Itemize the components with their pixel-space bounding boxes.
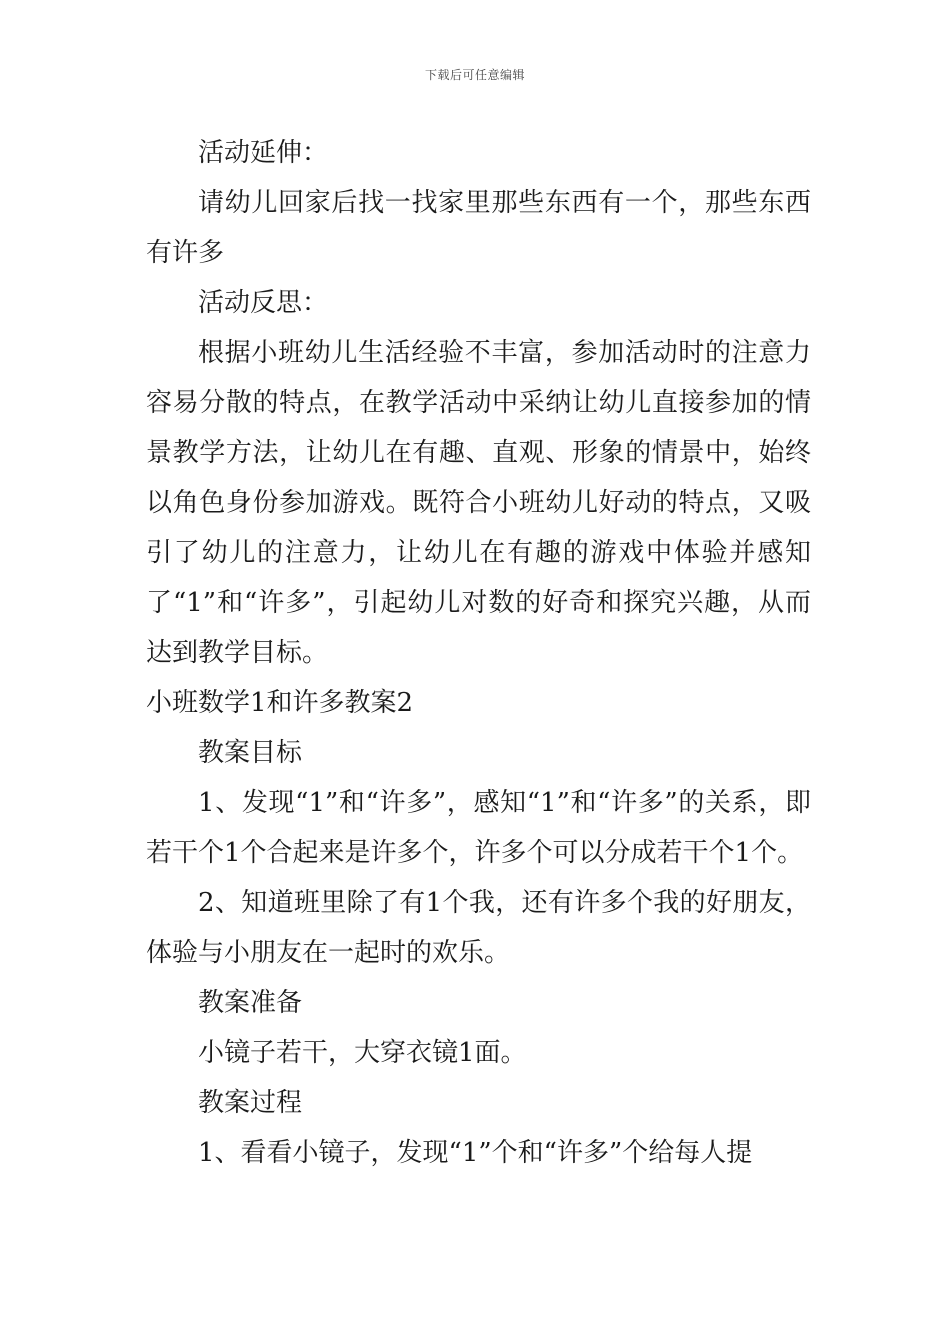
- lesson-plan-title: 小班数学1和许多教案2: [146, 688, 414, 718]
- section-heading-activity-extension: 活动延伸：: [198, 138, 329, 168]
- section-heading-activity-reflection: 活动反思：: [198, 288, 329, 318]
- paragraph-preparation: 小镜子若干，大穿衣镜1面。: [198, 1038, 527, 1068]
- document-body: [146, 128, 811, 1178]
- paragraph-process-step-1: 1、看看小镜子，发现“1”个和“许多”个给每人提: [198, 1138, 753, 1168]
- section-heading-lesson-process: 教案过程: [198, 1088, 303, 1118]
- page-header-note: 下载后可任意编辑: [424, 68, 525, 82]
- paragraph-activity-extension: 请幼儿回家后找一找家里那些东西有一个，那些东西有许多: [146, 188, 811, 268]
- paragraph-goal-1: 1、发现“1”和“许多”，感知“1”和“许多”的关系，即若干个1个合起来是许多个，许多个可以分成若干个1个。: [146, 788, 811, 868]
- section-heading-lesson-goals: 教案目标: [198, 738, 303, 768]
- section-heading-lesson-preparation: 教案准备: [198, 988, 303, 1018]
- paragraph-goal-2: 2、知道班里除了有1个我，还有许多个我的好朋友，体验与小朋友在一起时的欢乐。: [146, 888, 811, 968]
- paragraph-activity-reflection: 根据小班幼儿生活经验不丰富，参加活动时的注意力容易分散的特点，在教学活动中采纳让幼儿直接参加的情景教学方法，让幼儿在有趣、直观、形象的情景中，始终以角色身份参加游戏。既符合小班幼儿好动的特点，又吸引了幼儿的注意力，让幼儿在有趣的游戏中体验并感知了“1”和“许多”，引起幼儿对数的好奇和探究兴趣，从而达到教学目标。: [146, 338, 811, 668]
